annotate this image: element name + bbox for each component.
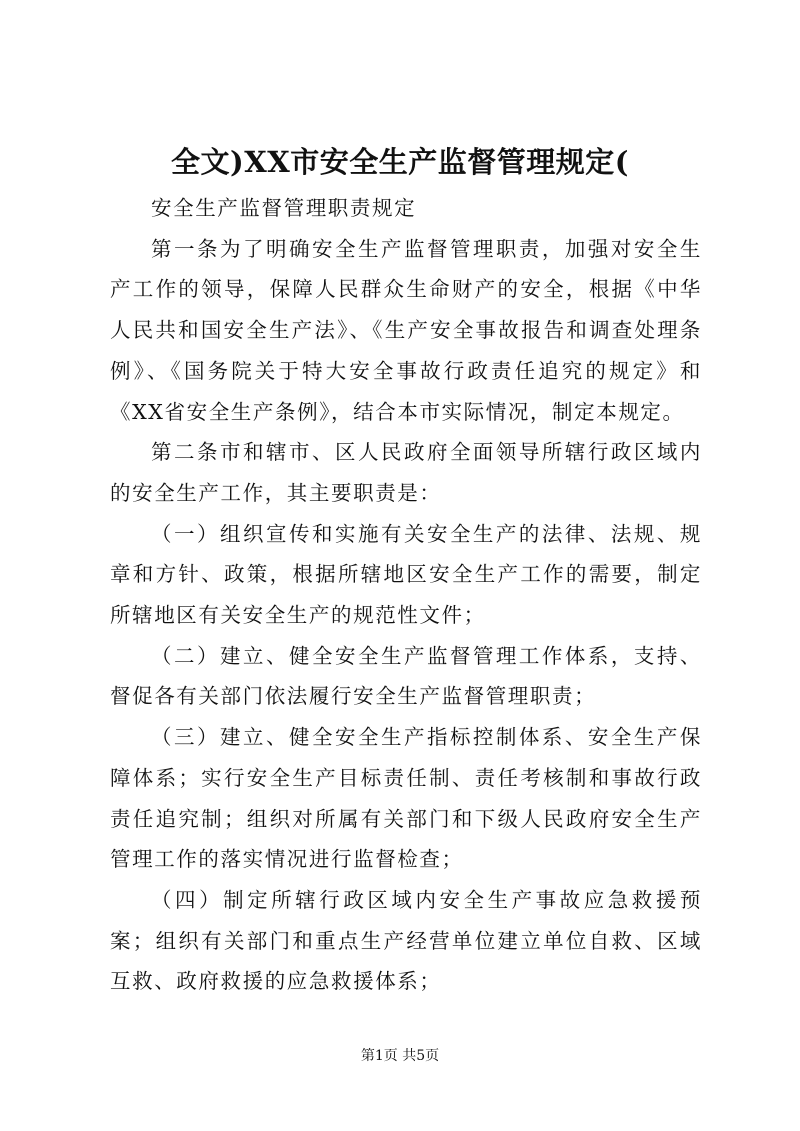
article-2-item-2: （二）建立、健全安全生产监督管理工作体系，支持、督促各有关部门依法履行安全生产监督管理职责； — [110, 643, 702, 709]
document-title: 全文)XX市安全生产监督管理规定( — [171, 145, 629, 179]
article-2-item-1: （一）组织宣传和实施有关安全生产的法律、法规、规章和方针、政策，根据所辖地区安全生产工作的需要，制定所辖地区有关安全生产的规范性文件； — [110, 521, 702, 628]
document-body — [110, 188, 702, 1002]
article-2-item-3: （三）建立、健全安全生产指标控制体系、安全生产保障体系；实行安全生产目标责任制、责任考核制和事故行政责任追究制；组织对所属有关部门和下级人民政府安全生产管理工作的落实情况进行监督检查； — [110, 725, 702, 872]
article-1-paragraph: 第一条为了明确安全生产监督管理职责，加强对安全生产工作的领导，保障人民群众生命财产的安全，根据《中华人民共和国安全生产法》、《生产安全事故报告和调查处理条例》、《国务院关于特大安全事故行政责任追究的规定》和《XX省安全生产条例》，结合本市实际情况，制定本规定。 — [110, 236, 702, 424]
page-number-footer: 第1页 共5页 — [360, 1048, 440, 1064]
article-2-item-4: （四）制定所辖行政区域内安全生产事故应急救援预案；组织有关部门和重点生产经营单位建立单位自救、区域互救、政府救援的应急救援体系； — [110, 887, 702, 994]
section-heading: 安全生产监督管理职责规定 — [151, 196, 417, 220]
article-2-paragraph: 第二条市和辖市、区人民政府全面领导所辖行政区域内的安全生产工作，其主要职责是： — [110, 440, 702, 505]
